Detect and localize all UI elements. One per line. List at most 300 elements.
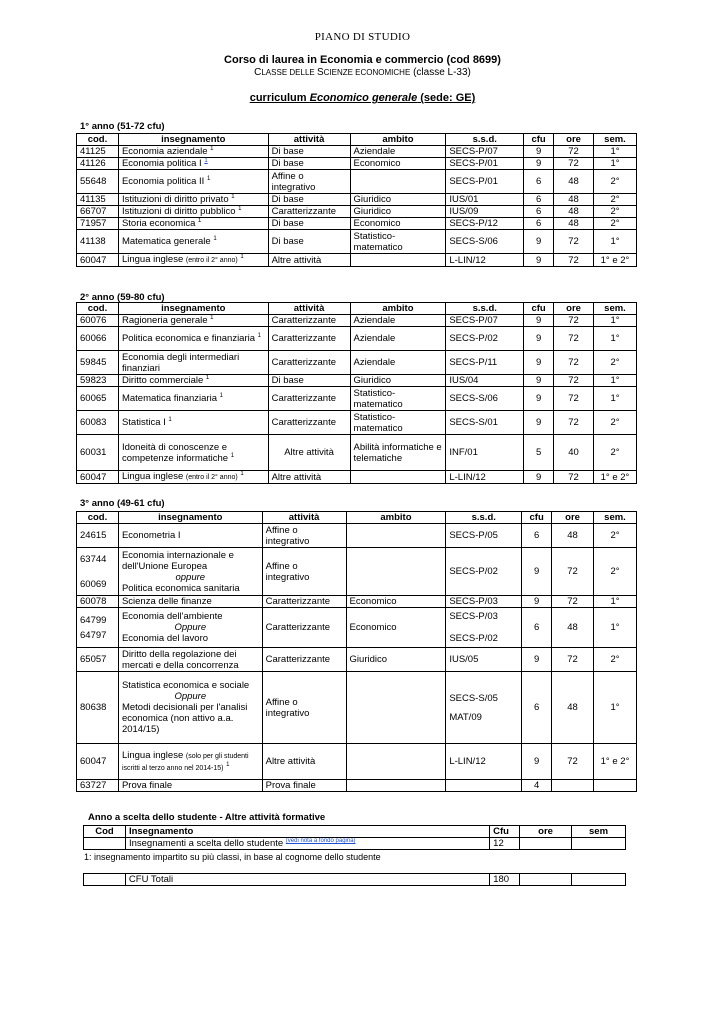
cod-cell: 59845 [77,351,119,375]
activity-cell: Prova finale [262,780,346,792]
ssd-cell [446,672,522,744]
footnote-ref: 1 [205,374,210,381]
ssd-cell: INF/01 [446,435,524,471]
hours-cell: 72 [554,351,594,375]
activity-cell: Di base [268,375,350,387]
course-name: Economia politica II [121,176,207,187]
cfu-cell: 6 [524,194,554,206]
cod-cell: 59823 [77,375,119,387]
semester-cell: 2° [594,170,637,194]
hours-cell: 72 [554,146,594,158]
cod-cell [77,608,119,648]
ssd-cell: SECS-P/01 [446,170,524,194]
ambito-cell: Statistico-matematico [350,387,446,411]
ambito-cell: Aziendale [350,146,446,158]
hours-cell: 48 [552,672,594,744]
col-header: cfu [524,134,554,146]
col-header: cod. [77,512,119,524]
activity-cell: Caratterizzante [268,315,350,327]
footnote: 1: insegnamento impartito su più classi, in base al cognome dello studente [84,852,381,862]
course-name: Istituzioni di diritto privato [121,194,232,205]
ambito-cell: Statistico-matematico [350,411,446,435]
table-row [77,596,637,608]
semester-cell: 1° [594,608,637,648]
semester-cell: 1° e 2° [594,744,637,780]
table-row [77,524,637,548]
hours-cell: 72 [552,596,594,608]
ssd-cell: SECS-P/12 [446,218,524,230]
col-header: ambito [350,134,446,146]
ambito-cell [346,780,446,792]
semester-cell: 2° [594,524,637,548]
ssd-cell: L-LIN/12 [446,744,522,780]
semester-cell: 2° [594,548,637,596]
cod-cell: 63727 [77,780,119,792]
course-name-cell [118,548,262,596]
course-a: Economia dell'ambiente [121,611,223,622]
semester-cell: 2° [594,206,637,218]
activity-cell: Altre attività [268,471,350,484]
ssd-cell: SECS-P/01 [446,158,524,170]
course-name-cell [118,230,268,254]
semester-cell: 1° [594,158,637,170]
course-name: Lingua inglese [121,471,186,482]
col-header: sem [572,826,626,838]
col-header: ore [554,134,594,146]
footnote-ref[interactable]: 1 [204,157,208,164]
year1-heading: 1° anno (51-72 cfu) [80,121,165,132]
activity-cell: Caratterizzante [268,351,350,375]
semester-cell: 1° e 2° [594,471,637,484]
course-name: Statistica I [121,417,169,428]
course-name-cell [118,672,262,744]
ambito-cell: Aziendale [350,315,446,327]
cfu-cell: 6 [522,524,552,548]
cfu-cell: 4 [522,780,552,792]
cod-cell: 60031 [77,435,119,471]
course-name-cell [118,608,262,648]
cfu-cell: 6 [522,672,552,744]
oppure-label: oppure [175,571,206,583]
col-header: Insegnamento [125,826,489,838]
hours-cell: 48 [554,170,594,194]
footnote-link[interactable]: (vedi nota a fondo pagina) [285,837,356,844]
activity-cell: Affine o integrativo [262,524,346,548]
col-header: insegnamento [118,134,268,146]
course-name: Insegnamenti a scelta dello studente [128,838,286,849]
cod-cell: 80638 [77,672,119,744]
hours-cell: 72 [554,375,594,387]
activity-cell: Altre attività [268,435,350,471]
year3-heading: 3° anno (49-61 cfu) [80,498,165,509]
col-header: Cod [84,826,126,838]
ssd-cell: SECS-S/06 [446,230,524,254]
ssd-cell: IUS/05 [446,648,522,672]
activity-cell: Di base [268,230,350,254]
activity-cell: Di base [268,146,350,158]
course-title: Corso di laurea in Economia e commercio (cod 8699) [224,54,501,66]
hours-cell: 72 [554,327,594,351]
col-header: cfu [524,303,554,315]
col-header: Cfu [490,826,520,838]
ssd-a: SECS-P/03 [449,611,498,622]
activity-cell: Caratterizzante [268,206,350,218]
course-name-cell [118,327,268,351]
semester-cell: 1° e 2° [594,254,637,267]
course-b: Economia del lavoro [121,633,209,644]
col-header: s.s.d. [446,512,522,524]
ambito-cell: Economico [346,608,446,648]
cod-cell: 71957 [77,218,119,230]
cfu-cell: 9 [524,230,554,254]
cfu-cell: 6 [524,170,554,194]
footnote-ref: 1 [231,193,235,200]
cfu-cell: 9 [524,387,554,411]
course-name-cell [118,411,268,435]
ssd-cell: IUS/04 [446,375,524,387]
footnote-ref: 1 [168,416,172,423]
ambito-cell: Statistico-matematico [350,230,446,254]
course-name: Diritto commerciale [121,375,206,386]
year2-table [76,302,637,484]
semester-cell: 2° [594,648,637,672]
cfu-cell: 9 [524,411,554,435]
table-row [77,218,637,230]
cod-cell: 65057 [77,648,119,672]
empty-cell [84,874,126,886]
course-name: Lingua inglese [121,254,186,265]
ssd-cell: SECS-P/05 [446,524,522,548]
ambito-cell: Giuridico [350,206,446,218]
ambito-cell: Giuridico [350,375,446,387]
table-row [77,672,637,744]
ssd-cell: IUS/09 [446,206,524,218]
col-header: s.s.d. [446,303,524,315]
hours-cell: 48 [552,524,594,548]
hours-cell: 48 [554,218,594,230]
cod-cell: 60047 [77,744,119,780]
course-name-cell [118,170,268,194]
col-header: insegnamento [118,303,268,315]
cod-cell: 41138 [77,230,119,254]
ssd-cell: IUS/01 [446,194,524,206]
course-name: Ragioneria generale [121,315,211,326]
cfu-cell: 9 [524,315,554,327]
course-name-cell [118,206,268,218]
ambito-cell [346,524,446,548]
activity-cell: Caratterizzante [268,411,350,435]
ssd-cell: SECS-P/02 [446,548,522,596]
course-a: Economia internazionale e dell'Unione Europea [121,549,234,572]
course-name-cell: Prova finale [118,780,262,792]
course-name: Storia economica [121,218,198,229]
ambito-cell: Aziendale [350,327,446,351]
table-row [77,780,637,792]
activity-cell: Di base [268,194,350,206]
semester-cell: 1° [594,672,637,744]
cfu-cell: 6 [524,218,554,230]
cfu-cell: 9 [522,744,552,780]
col-header: sem. [594,512,637,524]
course-name: Politica economica e finanziaria [121,333,258,344]
course-name-cell [118,146,268,158]
activity-cell: Caratterizzante [268,327,350,351]
ssd-cell: SECS-P/02 [446,327,524,351]
course-name-cell [118,375,268,387]
activity-cell: Affine o integrativo [268,170,350,194]
activity-cell: Altre attività [268,254,350,267]
course-name: Matematica generale [121,236,214,247]
footnote-ref: 1 [240,470,244,477]
ssd-cell [446,780,522,792]
cfu-cell: 5 [524,435,554,471]
table-row [77,170,637,194]
col-header: cfu [522,512,552,524]
ambito-cell: Abilità informatiche e telematiche [350,435,446,471]
semester-cell [594,780,637,792]
activity-cell: Caratterizzante [262,608,346,648]
cod-a: 63744 [80,553,107,565]
col-header: sem. [594,303,637,315]
semester-cell [572,838,626,850]
semester-cell: 1° [594,146,637,158]
free-choice-heading: Anno a scelta dello studente - Altre attività formative [88,812,326,823]
course-name-cell [118,254,268,267]
table-row [77,230,637,254]
class-subtitle: CLASSE DELLE SCIENZE ECONOMICHE (classe L-33) [254,67,471,78]
semester-cell: 2° [594,351,637,375]
ssd-cell: L-LIN/12 [446,471,524,484]
footnote-ref: 1 [230,452,235,459]
table-row [77,254,637,267]
cod-cell [84,838,126,850]
table-row [77,471,637,484]
hours-cell: 72 [554,254,594,267]
cod-cell: 24615 [77,524,119,548]
total-cfu: 180 [490,874,520,886]
cod-cell: 60076 [77,315,119,327]
col-header: s.s.d. [446,134,524,146]
curriculum-title: curriculum Economico generale (sede: GE) [249,92,476,104]
semester-cell: 1° [594,230,637,254]
cfu-cell: 9 [524,351,554,375]
cfu-cell: 9 [524,158,554,170]
semester-cell: 2° [594,411,637,435]
hours-cell: 72 [554,230,594,254]
col-header: insegnamento [118,512,262,524]
activity-cell: Affine o integrativo [262,672,346,744]
hours-cell: 72 [552,548,594,596]
course-note: (solo per gli studenti iscritti al terzo anno nel 2014-15) [121,752,249,772]
course-name: Matematica finanziaria [121,393,220,404]
ambito-cell: Economico [350,218,446,230]
cfu-cell: 9 [524,327,554,351]
cod-cell: 41135 [77,194,119,206]
course-b: Politica economica sanitaria [121,582,240,594]
hours-cell: 40 [554,435,594,471]
year3-table [76,511,637,792]
ssd-cell: SECS-P/07 [446,315,524,327]
oppure-label: Oppure [174,622,207,633]
footnote-ref: 1 [257,332,262,339]
table-row [77,158,637,170]
table-row [77,744,637,780]
ambito-cell: Giuridico [346,648,446,672]
table-row [77,146,637,158]
total-table [83,873,626,886]
table-row [77,206,637,218]
table-row [77,608,637,648]
table-row [77,411,637,435]
course-name-cell [118,471,268,484]
ambito-cell [346,548,446,596]
hours-cell: 72 [554,411,594,435]
cod-a: 64799 [80,614,107,626]
cfu-cell: 9 [522,596,552,608]
hours-cell: 48 [554,194,594,206]
table-row [77,351,637,375]
cfu-cell: 6 [522,608,552,648]
col-header: attività [268,303,350,315]
activity-cell: Caratterizzante [262,648,346,672]
hours-cell: 48 [554,206,594,218]
ssd-cell [446,608,522,648]
ssd-cell: SECS-S/06 [446,387,524,411]
ambito-cell: Economico [346,596,446,608]
ambito-cell: Giuridico [350,194,446,206]
footnote-ref: 1 [219,392,223,399]
cfu-cell: 9 [522,648,552,672]
total-row [84,874,626,886]
ambito-cell: Aziendale [350,351,446,375]
ssd-cell: SECS-P/03 [446,596,522,608]
course-name-cell [118,315,268,327]
course-name-cell: Diritto della regolazione dei mercati e della concorrenza [118,648,262,672]
activity-cell: Caratterizzante [262,596,346,608]
ambito-cell [350,254,446,267]
table-row [77,375,637,387]
col-header: ambito [350,303,446,315]
col-header: attività [268,134,350,146]
cod-cell: 41126 [77,158,119,170]
course-note: (entro il 2° anno) [185,474,238,481]
col-header: ore [554,303,594,315]
table-row [84,838,626,850]
hours-cell: 72 [554,315,594,327]
course-a: Statistica economica e sociale [121,680,250,691]
cod-cell: 60065 [77,387,119,411]
empty-cell [520,874,572,886]
semester-cell: 2° [594,435,637,471]
semester-cell: 2° [594,194,637,206]
page-title: PIANO DI STUDIO [314,31,411,43]
course-name-cell [118,744,262,780]
cfu-cell: 9 [522,548,552,596]
table-row [77,648,637,672]
semester-cell: 1° [594,327,637,351]
course-name-cell [118,387,268,411]
course-name: Istituzioni di diritto pubblico [121,206,239,217]
hours-cell [552,780,594,792]
activity-cell: Di base [268,158,350,170]
course-name-cell [118,218,268,230]
cfu-cell: 12 [490,838,520,850]
empty-cell [572,874,626,886]
cfu-cell: 9 [524,146,554,158]
ssd-cell: L-LIN/12 [446,254,524,267]
cod-cell: 55648 [77,170,119,194]
year2-heading: 2° anno (59-80 cfu) [80,292,165,303]
course-name: Lingua inglese [121,749,186,761]
ssd-cell: SECS-P/07 [446,146,524,158]
footnote-ref: 1 [238,205,242,212]
ssd-a: SECS-S/05 [449,692,498,704]
hours-cell: 72 [552,744,594,780]
footnote-ref: 1 [198,217,202,224]
course-b: Metodi decisionali per l'analisi economica (non attivo a.a. 2014/15) [121,702,248,735]
cfu-cell: 9 [524,471,554,484]
activity-cell: Caratterizzante [268,387,350,411]
semester-cell: 2° [594,218,637,230]
table-row [77,194,637,206]
hours-cell: 72 [554,158,594,170]
col-header: sem. [594,134,637,146]
ambito-cell [350,170,446,194]
year1-table [76,133,637,267]
col-header: ore [552,512,594,524]
table-row [77,315,637,327]
footnote-ref: 1 [206,175,211,182]
cod-cell: 41125 [77,146,119,158]
semester-cell: 1° [594,596,637,608]
cod-cell: 60047 [77,471,119,484]
activity-cell: Di base [268,218,350,230]
ambito-cell [346,672,446,744]
table-row [77,387,637,411]
table-row [77,327,637,351]
footnote-ref: 1 [226,761,230,768]
cod-cell: 60083 [77,411,119,435]
free-choice-table [83,825,626,850]
course-note: (entro il 2° anno) [185,257,238,264]
col-header: attività [262,512,346,524]
cod-b: 60069 [80,578,107,590]
hours-cell: 72 [554,387,594,411]
cod-b: 64797 [80,629,107,641]
course-name-cell: Econometria I [118,524,262,548]
course-name-cell [125,838,489,850]
course-name-cell [118,158,268,170]
col-header: cod. [77,303,119,315]
course-name: Economia aziendale [121,146,211,157]
ambito-cell [350,471,446,484]
cod-cell [77,548,119,596]
footnote-ref: 1 [210,145,214,152]
col-header: cod. [77,134,119,146]
course-name-cell [118,351,268,375]
ssd-b: SECS-P/02 [449,633,498,644]
activity-cell: Altre attività [262,744,346,780]
ambito-cell: Economico [350,158,446,170]
cod-cell: 66707 [77,206,119,218]
course-name-cell [118,435,268,471]
activity-cell: Affine o integrativo [262,548,346,596]
semester-cell: 1° [594,315,637,327]
table-row [77,435,637,471]
course-name: Economia politica I [121,158,205,169]
course-name-cell [118,194,268,206]
hours-cell [520,838,572,850]
